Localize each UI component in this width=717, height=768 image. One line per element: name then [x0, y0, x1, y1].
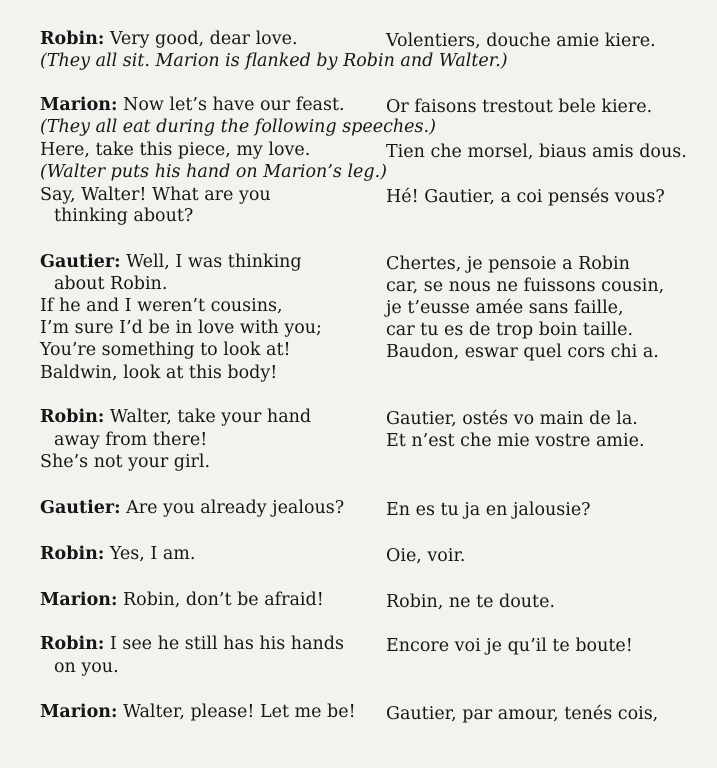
french-line: Chertes, je pensoie a Robin — [386, 254, 630, 274]
english-line: Baldwin, look at this body! — [40, 363, 278, 383]
french-line: je t’eusse amée sans faille, — [386, 298, 624, 318]
english-line: You’re something to look at! — [40, 340, 291, 360]
french-line: Tien che morsel, biaus amis dous. — [386, 142, 687, 162]
dialogue-text: Now let’s have our feast. — [117, 95, 345, 115]
speaker-name: Gautier: — [40, 252, 121, 272]
english-line — [40, 498, 344, 519]
french-line: Baudon, eswar quel cors chi a. — [386, 342, 659, 362]
dialogue-text: Yes, I am. — [104, 544, 196, 564]
english-line — [40, 252, 302, 273]
french-line: Encore voi je qu’il te boute! — [386, 636, 633, 656]
stage-direction: (They all eat during the following speeches.) — [40, 117, 436, 137]
english-line — [40, 634, 344, 655]
speaker-name: Robin: — [40, 634, 105, 654]
english-line: on you. — [54, 657, 119, 677]
speaker-name: Marion: — [40, 95, 118, 115]
dialogue-text: Walter, take your hand — [104, 407, 312, 427]
french-line: Et n’est che mie vostre amie. — [386, 431, 645, 451]
french-line: car, se nous ne fuissons cousin, — [386, 276, 665, 296]
french-line: En es tu ja en jalousie? — [386, 500, 591, 520]
dialogue-text: Well, I was thinking — [120, 252, 302, 272]
french-line: Oie, voir. — [386, 546, 466, 566]
speaker-name: Robin: — [40, 544, 105, 564]
dialogue-text: Robin, don’t be afraid! — [117, 590, 324, 610]
speaker-name: Marion: — [40, 702, 118, 722]
english-line: If he and I weren’t cousins, — [40, 296, 283, 316]
dialogue-text: Are you already jealous? — [120, 498, 345, 518]
english-line — [40, 590, 324, 611]
dialogue-text: Very good, dear love. — [104, 29, 298, 49]
french-line: Hé! Gautier, a coi pensés vous? — [386, 187, 665, 207]
english-line — [40, 407, 311, 428]
french-line: Volentiers, douche amie kiere. — [386, 31, 656, 51]
dialogue-text: Walter, please! Let me be! — [117, 702, 356, 722]
french-line: car tu es de trop boin taille. — [386, 320, 634, 340]
speaker-name: Gautier: — [40, 498, 121, 518]
english-line: thinking about? — [54, 206, 194, 226]
french-line: Or faisons trestout bele kiere. — [386, 97, 653, 117]
french-line: Gautier, ostés vo main de la. — [386, 409, 638, 429]
english-line — [40, 544, 195, 565]
stage-direction: (They all sit. Marion is flanked by Robin and Walter.) — [40, 51, 508, 71]
english-line: She’s not your girl. — [40, 452, 211, 472]
speaker-name: Robin: — [40, 29, 105, 49]
stage-direction: (Walter puts his hand on Marion’s leg.) — [40, 162, 387, 182]
english-line — [40, 95, 345, 116]
speaker-name: Marion: — [40, 590, 118, 610]
english-line: I’m sure I’d be in love with you; — [40, 318, 322, 338]
english-line: away from there! — [54, 430, 208, 450]
english-line: about Robin. — [54, 274, 168, 294]
english-line: Here, take this piece, my love. — [40, 140, 311, 160]
english-line — [40, 702, 356, 723]
english-line: Say, Walter! What are you — [40, 185, 271, 205]
french-line: Gautier, par amour, tenés cois, — [386, 704, 659, 724]
dialogue-text: I see he still has his hands — [104, 634, 344, 654]
english-line — [40, 29, 298, 50]
french-line: Robin, ne te doute. — [386, 592, 556, 612]
speaker-name: Robin: — [40, 407, 105, 427]
